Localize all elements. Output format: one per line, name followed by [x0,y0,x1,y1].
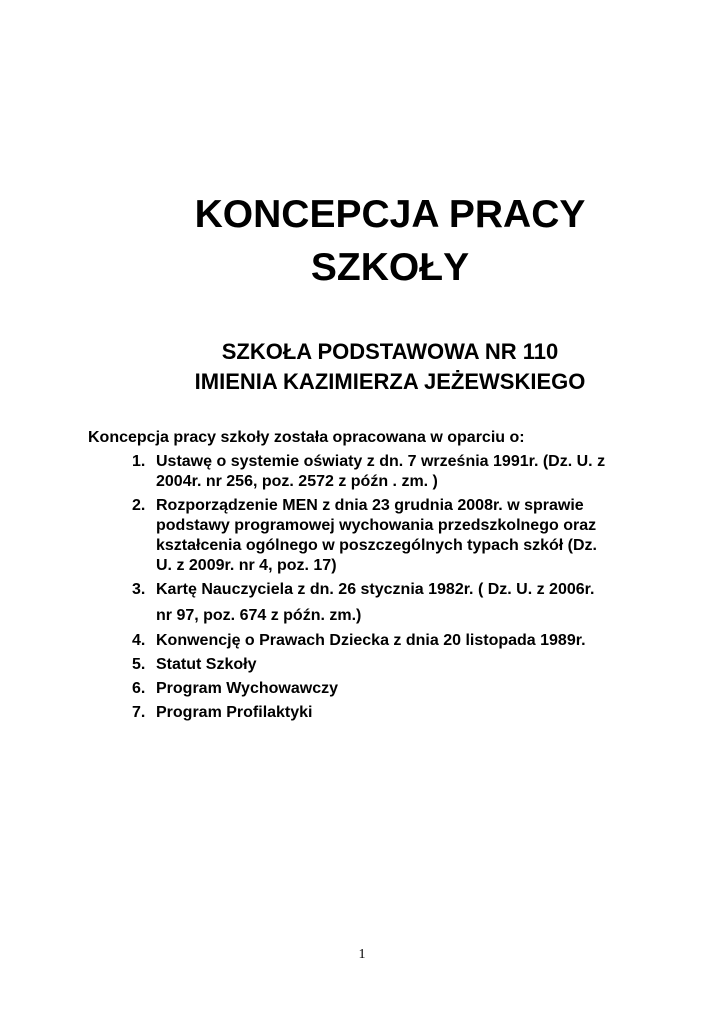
list-item [126,703,646,723]
list-item [126,496,646,576]
sources-list [126,452,646,727]
list-item-line: nr 97, poz. 674 z późn. zm.) [156,607,362,624]
page-number: 1 [358,947,366,962]
list-item [126,679,646,699]
list-number: 2. [132,497,146,514]
list-number: 1. [132,453,146,470]
school-name [130,337,650,397]
list-number: 3. [132,581,146,598]
list-item-line: Program Wychowawczy [156,680,338,697]
list-number: 7. [132,704,146,721]
list-item-line: podstawy programowej wychowania przedszkolnego oraz [156,517,597,534]
list-item-line: Statut Szkoły [156,656,257,673]
school-patron-line: IMIENIA KAZIMIERZA JEŻEWSKIEGO [194,369,586,394]
list-item [126,577,646,629]
list-item-line: Konwencję o Prawach Dziecka z dnia 20 listopada 1989r. [156,632,586,649]
list-number: 5. [132,656,146,673]
list-item [126,631,646,651]
list-item-line: kształcenia ogólnego w poszczególnych typach szkół (Dz. [156,537,597,554]
school-name-line: SZKOŁA PODSTAWOWA NR 110 [221,339,559,364]
list-item-line: Ustawę o systemie oświaty z dn. 7 września 1991r. (Dz. U. z [156,453,606,470]
list-number: 6. [132,680,146,697]
intro-paragraph: Koncepcja pracy szkoły została opracowana w oparciu o: [88,429,525,446]
list-item-line: 2004r. nr 256, poz. 2572 z późn . zm. ) [156,473,438,490]
title-line: KONCEPCJA PRACY [194,193,586,236]
list-number: 4. [132,632,146,649]
list-item [126,452,646,492]
list-item-line: Kartę Nauczyciela z dn. 26 stycznia 1982r. ( Dz. U. z 2006r. [156,581,595,598]
list-item-line: U. z 2009r. nr 4, poz. 17) [156,557,337,574]
list-item-line: Rozporządzenie MEN z dnia 23 grudnia 2008r. w sprawie [156,497,584,514]
list-item-line: Program Profilaktyki [156,704,313,721]
list-item [126,655,646,675]
document-title [150,188,630,294]
title-line: SZKOŁY [310,246,470,289]
